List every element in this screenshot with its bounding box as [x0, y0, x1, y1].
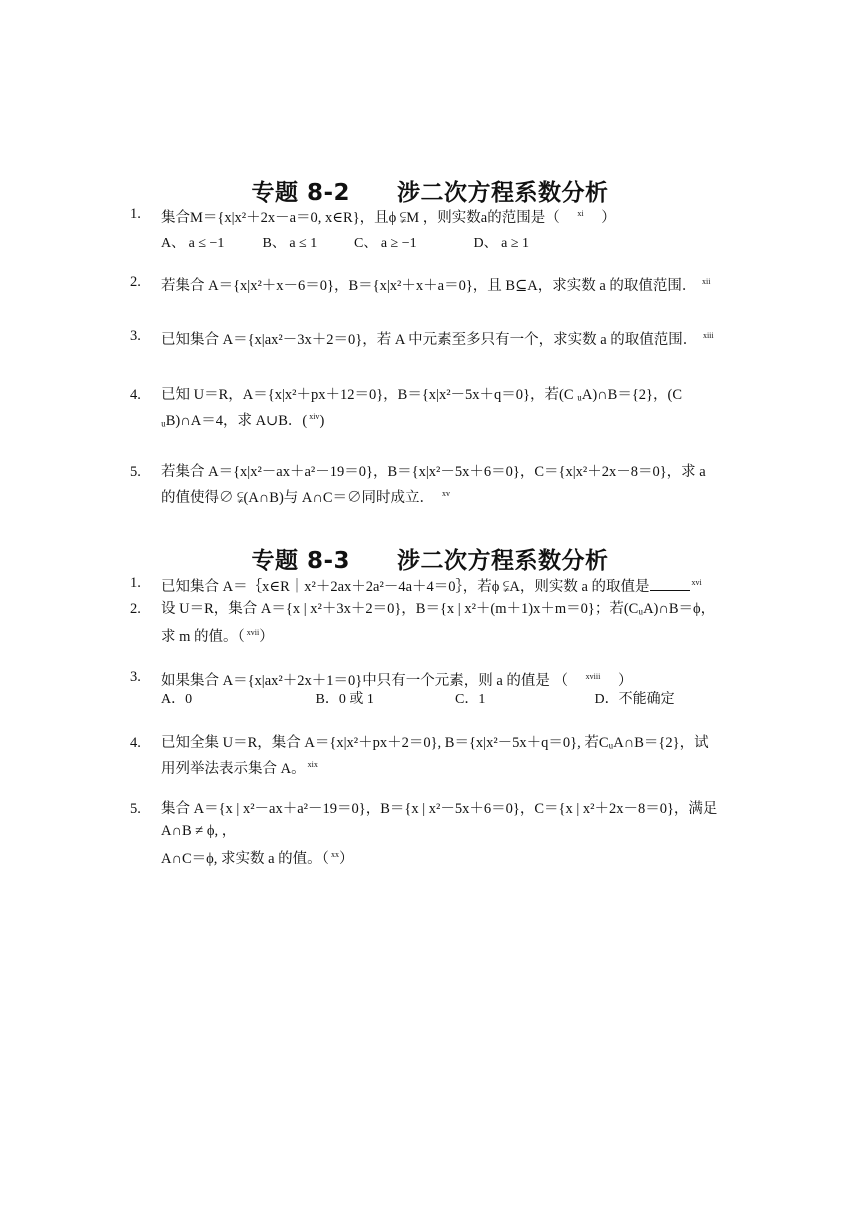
question-8-2-4 — [130, 384, 750, 432]
options-8-2-1 — [161, 232, 529, 252]
question-text-line2: 用列举法表示集合 A。 — [161, 760, 306, 777]
question-text-line2: 的值使得∅ ⫋(A∩B)与 A∩C＝∅同时成立． — [161, 489, 435, 506]
question-8-3-1 — [130, 572, 750, 598]
question-number: 3. — [130, 669, 141, 685]
question-8-2-3 — [130, 325, 750, 351]
question-text: 已知集合 A＝｛x∈R｜x²＋2ax＋2a²－4a＋4＝0｝，若ϕ ⫋A，则实数 a 的取值是 — [161, 578, 650, 595]
section-title-8-3: 专题 8-3 涉二次方程系数分析 — [251, 548, 609, 574]
endnote-ref: xx — [330, 850, 339, 859]
option-a: A、 a ≤ −1 — [161, 236, 225, 251]
question-8-3-5 — [130, 798, 750, 870]
question-text: 设 U＝R，集合 A＝{x | x²＋3x＋2＝0}，B＝{x | x²＋(m＋1)x＋m＝0}；若(CᵤA)∩B＝ϕ， — [161, 601, 716, 617]
endnote-ref: xii — [702, 277, 711, 286]
option-a: A．0 — [161, 692, 193, 707]
question-text: 若集合 A＝{x|x²＋x－6＝0}，B＝{x|x²＋x＋a＝0}，且 B⊆A，求实数 a 的取值范围． — [161, 277, 697, 294]
question-text: 若集合 A＝{x|x²－ax＋a²－19＝0}，B＝{x|x²－5x＋6＝0}，C＝{x|x²＋2x－8＝0}，求 a — [161, 464, 706, 480]
option-c: C、 a ≥ −1 — [354, 236, 417, 251]
question-tail: ） — [259, 628, 274, 645]
question-text: 已知集合 A＝{x|ax²－3x＋2＝0}，若 A 中元素至多只有一个，求实数 a 的取值范围． — [161, 331, 698, 348]
question-tail: ） — [338, 850, 354, 867]
question-text: 如果集合 A＝{x|ax²＋2x＋1＝0}中只有一个元素，则 a 的值是 （ — [161, 672, 569, 689]
question-text: 集合 A＝{x | x²－ax＋a²－19＝0}，B＝{x | x²－5x＋6＝0}，C＝{x | x²＋2x－8＝0}，满足 A∩B ≠ ϕ, ， — [161, 801, 718, 839]
question-number: 4. — [130, 387, 141, 403]
question-8-2-2 — [130, 271, 750, 297]
endnote-ref: xviii — [585, 672, 601, 681]
question-text-line2: 求 m 的值。（ — [161, 628, 245, 645]
question-number: 4. — [130, 735, 141, 751]
option-b: B、 a ≤ 1 — [262, 236, 318, 251]
question-tail: ） — [617, 672, 633, 689]
question-8-2-1 — [130, 203, 750, 229]
question-number: 1. — [130, 575, 141, 591]
question-text: 已知 U＝R，A＝{x|x²＋px＋12＝0}，B＝{x|x²－5x＋q＝0}，若(C ᵤA)∩B＝{2}，(C — [161, 387, 682, 403]
endnote-ref: xvii — [246, 628, 260, 637]
question-number: 5. — [130, 464, 141, 480]
endnote-ref: xiv — [309, 412, 320, 421]
option-d: D、 a ≥ 1 — [473, 236, 530, 251]
question-number: 5. — [130, 801, 141, 817]
question-tail: ） — [601, 209, 616, 226]
option-d: D．不能确定 — [594, 692, 675, 707]
endnote-ref: xix — [307, 760, 318, 769]
question-number: 1. — [130, 206, 141, 222]
options-8-3-3 — [161, 688, 675, 708]
question-tail: ) — [319, 412, 325, 429]
endnote-ref: xv — [442, 489, 451, 498]
question-text-line2: A∩C＝ϕ, 求实数 a 的值。（ — [161, 850, 329, 867]
question-8-2-5 — [130, 461, 750, 509]
question-number: 2. — [130, 274, 141, 290]
endnote-ref: xiii — [702, 331, 714, 340]
section-title-8-2: 专题 8-2 涉二次方程系数分析 — [251, 180, 609, 206]
question-number: 3. — [130, 328, 141, 344]
question-text: 集合M＝{x|x²＋2x－a＝0, x∈R}，且ϕ ⫋M ，则实数a的范围是（ — [161, 209, 560, 226]
endnote-ref: xvi — [691, 578, 702, 587]
question-text: 已知全集 U＝R，集合 A＝{x|x²＋px＋2＝0}, B＝{x|x²－5x＋q＝0}, 若CᵤA∩B＝{2}，试 — [161, 735, 709, 751]
option-b: B．0 或 1 — [315, 692, 374, 707]
question-8-3-2 — [130, 598, 750, 648]
question-8-3-4 — [130, 732, 750, 780]
option-c: C．1 — [455, 692, 486, 707]
answer-blank — [650, 576, 690, 591]
question-number: 2. — [130, 601, 141, 617]
question-text-line2: ᵤB)∩A＝4，求 A∪B．( — [161, 412, 308, 429]
endnote-ref: xi — [577, 209, 584, 218]
